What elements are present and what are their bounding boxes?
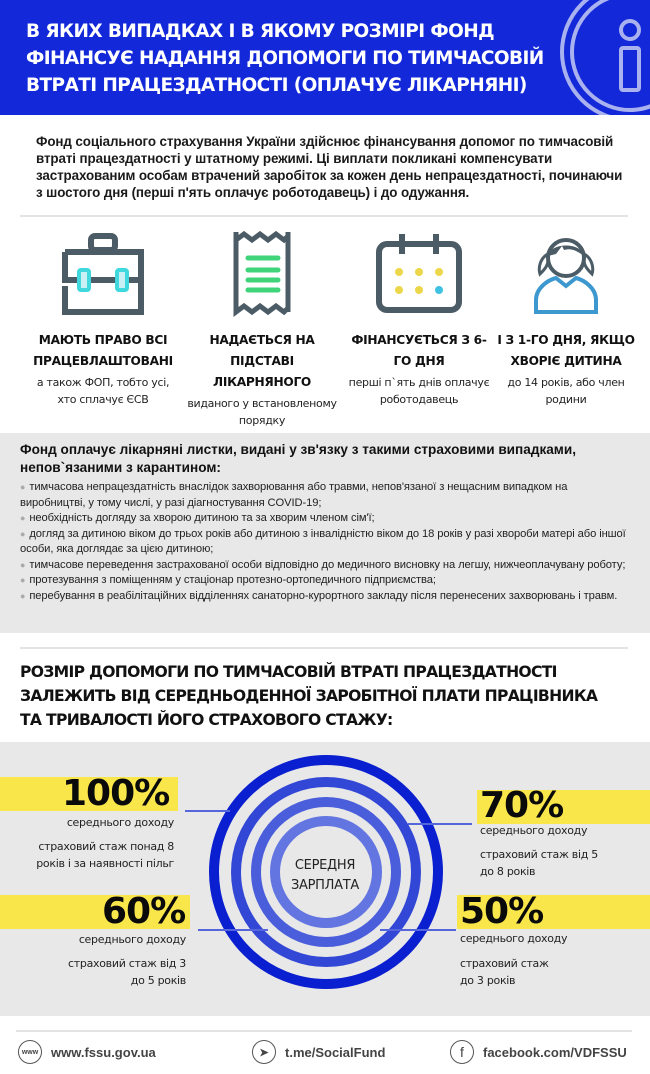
- facebook-link[interactable]: f facebook.com/VDFSSU: [450, 1040, 627, 1064]
- rate-description: страховий стаж до 3 років: [460, 957, 549, 987]
- cases-title: Фонд оплачує лікарняні листки, видані у зв'язку з такими страховими випадками, непов`язаними з карантином:: [20, 442, 576, 475]
- briefcase-icon: [28, 228, 178, 318]
- list-item: ● протезування з поміщенням у стаціонар протезно-ортопедичного підприємства;: [20, 574, 436, 586]
- connector-line: [380, 929, 456, 931]
- feature-title: НАДАЄТЬСЯ НА ПІДСТАВІ ЛІКАРНЯНОГО: [209, 333, 315, 389]
- feature-subtitle: а також ФОП, тобто усі, хто сплачує ЄСВ: [36, 376, 170, 406]
- rate-description: страховий стаж від 3 до 5 років: [68, 957, 186, 987]
- intro-text: Фонд соціального страхування України здійснює фінансування допомог по тимчасовій втраті працездатності у штатному режимі. Ці виплати покликані компенсувати застрахованим особам втрачений заробіток за кожен день непрацездатності, починаючи з шостого дня (перші п'ять оплачує роботодавець) і до одужання.: [36, 134, 623, 200]
- bullet-icon: ●: [20, 482, 26, 492]
- info-icon: [555, 0, 650, 115]
- rate-description: страховий стаж від 5 до 8 років: [480, 848, 598, 878]
- connector-line: [408, 823, 472, 825]
- receipt-icon: [187, 228, 337, 318]
- divider: [20, 647, 628, 649]
- feature-eligibility: [28, 228, 178, 408]
- facebook-icon: f: [450, 1040, 474, 1064]
- header-banner: [0, 0, 650, 115]
- rate-label: середнього доходу: [78, 933, 186, 946]
- list-item: ● тимчасове переведення застрахованої особи відповідно до медичного висновку на легшу, нижчеоплачувану роботу;: [20, 558, 626, 571]
- feature-title: ФІНАНСУЄТЬСЯ З 6-ГО ДНЯ: [351, 333, 487, 368]
- page-title: В ЯКИХ ВИПАДКАХ І В ЯКОМУ РОЗМІРІ ФОНД ФІНАНСУЄ НАДАННЯ ДОПОМОГИ ПО ТИМЧАСОВІЙ ВТРАТІ ПРАЦЕЗДАТНОСТІ (ОПЛАЧУЄ ЛІКАРНЯНІ): [26, 21, 544, 96]
- www-icon: www: [18, 1040, 42, 1064]
- feature-subtitle: перші п`ять днів оплачує роботодавець: [348, 376, 490, 406]
- cases-list: [20, 480, 630, 604]
- list-item: ● тимчасова непрацездатність внаслідок захворювання або травми, непов'язаної з нещасним випадком на виробництві, у тому числі, у разі діагностування COVID-19;: [20, 481, 568, 509]
- rate-label: середнього доходу: [66, 816, 174, 829]
- feature-title: МАЮТЬ ПРАВО ВСІ ПРАЦЕВЛАШТОВАНІ: [33, 333, 173, 368]
- divider: [20, 215, 628, 217]
- rate-percent-50: 50%: [460, 891, 544, 932]
- feature-sick-leave: [187, 228, 337, 429]
- rate-label: середнього доходу: [460, 932, 568, 945]
- list-item: ● перебування в реабілітаційних відділеннях санаторно-курортного закладу після перенесених захворювань і травм.: [20, 589, 618, 602]
- benefit-size-title: РОЗМІР ДОПОМОГИ ПО ТИМЧАСОВІЙ ВТРАТІ ПРАЦЕЗДАТНОСТІ ЗАЛЕЖИТЬ ВІД СЕРЕДНЬОДЕННОЇ ЗАРОБІТНОЇ ПЛАТИ ПРАЦІВНИКА ТА ТРИВАЛОСТІ ЙОГО СТРАХОВОГО СТАЖУ:: [20, 663, 598, 729]
- feature-sick-child: [491, 228, 641, 408]
- bullet-icon: ●: [20, 559, 26, 570]
- child-icon: [491, 228, 641, 318]
- rate-percent-60: 60%: [102, 891, 186, 932]
- feature-subtitle: до 14 років, або член родини: [507, 376, 625, 406]
- feature-title: І З 1-ГО ДНЯ, ЯКЩО ХВОРІЄ ДИТИНА: [497, 333, 635, 368]
- bullet-icon: ●: [20, 513, 26, 523]
- list-item: ● догляд за дитиною віком до трьох років або дитиною з інвалідністю віком до 18 років у разі хвороби матері або іншої особи, яка доглядає за цією дитиною;: [20, 527, 626, 555]
- bullet-icon: ●: [20, 590, 26, 601]
- connector-line: [198, 929, 268, 931]
- feature-day-six: [344, 228, 494, 408]
- connector-line: [185, 810, 230, 812]
- rate-percent-70: 70%: [480, 785, 564, 826]
- telegram-link[interactable]: ➤ t.me/SocialFund: [252, 1040, 385, 1064]
- footer: [0, 1030, 650, 1074]
- calendar-icon: [344, 228, 494, 318]
- rate-description: страховий стаж понад 8 років і за наявності пільг: [36, 840, 174, 870]
- telegram-icon: ➤: [252, 1040, 276, 1064]
- rate-percent-100: 100%: [62, 773, 170, 814]
- rate-label: середнього доходу: [480, 824, 588, 837]
- bullet-icon: ●: [20, 575, 26, 585]
- bullet-icon: ●: [20, 528, 26, 539]
- average-salary-label: СЕРЕДНЯ ЗАРПЛАТА: [291, 858, 359, 893]
- website-link[interactable]: www www.fssu.gov.ua: [18, 1040, 156, 1064]
- insured-cases-section: [0, 433, 650, 633]
- feature-subtitle: виданого у встановленому порядку: [187, 397, 337, 427]
- list-item: ● необхідність догляду за хворою дитиною та за хворим членом сім'ї;: [20, 512, 375, 524]
